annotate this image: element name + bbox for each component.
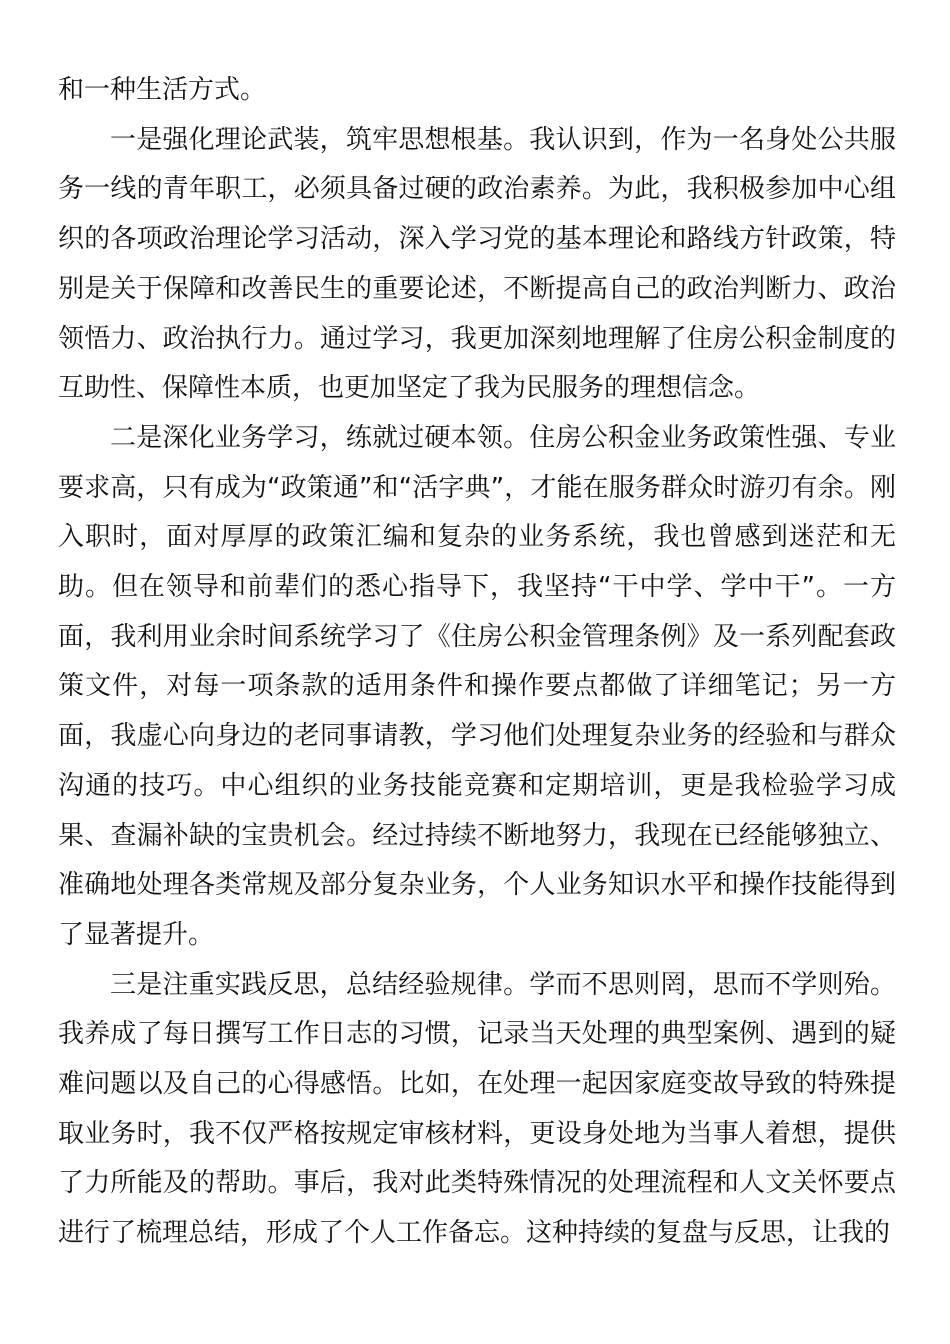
document-body bbox=[58, 66, 896, 1259]
paragraph-business-study: 二是深化业务学习，练就过硬本领。住房公积金业务政策性强、专业要求高，只有成为“政策通”和“活字典”，才能在服务群众时游刃有余。刚入职时，面对厚厚的政策汇编和复杂的业务系统，我也曾感到迷茫和无助。但在领导和前辈们的悉心指导下，我坚持“干中学、学中干”。一方面，我利用业余时间系统学习了《住房公积金管理条例》及一系列配套政策文件，对每一项条款的适用条件和操作要点都做了详细笔记；另一方面，我虚心向身边的老同事请教，学习他们处理复杂业务的经验和与群众沟通的技巧。中心组织的业务技能竞赛和定期培训，更是我检验学习成果、查漏补缺的宝贵机会。经过持续不断地努力，我现在已经能够独立、准确地处理各类常规及部分复杂业务，个人业务知识水平和操作技能得到了显著提升。 bbox=[58, 422, 896, 950]
paragraph-theory-study: 一是强化理论武装，筑牢思想根基。我认识到，作为一名身处公共服务一线的青年职工，必须具备过硬的政治素养。为此，我积极参加中心组织的各项政治理论学习活动，深入学习党的基本理论和路线方针政策，特别是关于保障和改善民生的重要论述，不断提高自己的政治判断力、政治领悟力、政治执行力。通过学习，我更加深刻地理解了住房公积金制度的互助性、保障性本质，也更加坚定了我为民服务的理想信念。 bbox=[58, 124, 896, 404]
paragraph-practice-reflection: 三是注重实践反思，总结经验规律。学而不思则罔，思而不学则殆。我养成了每日撰写工作日志的习惯，记录当天处理的典型案例、遇到的疑难问题以及自己的心得感悟。比如，在处理一起因家庭变故导致的特殊提取业务时，我不仅严格按规定审核材料，更设身处地为当事人着想，提供了力所能及的帮助。事后，我对此类特殊情况的处理流程和人文关怀要点进行了梳理总结，形成了个人工作备忘。这种持续的复盘与反思，让我的 bbox=[58, 969, 896, 1249]
paragraph-continuation: 和一种生活方式。 bbox=[58, 75, 267, 105]
